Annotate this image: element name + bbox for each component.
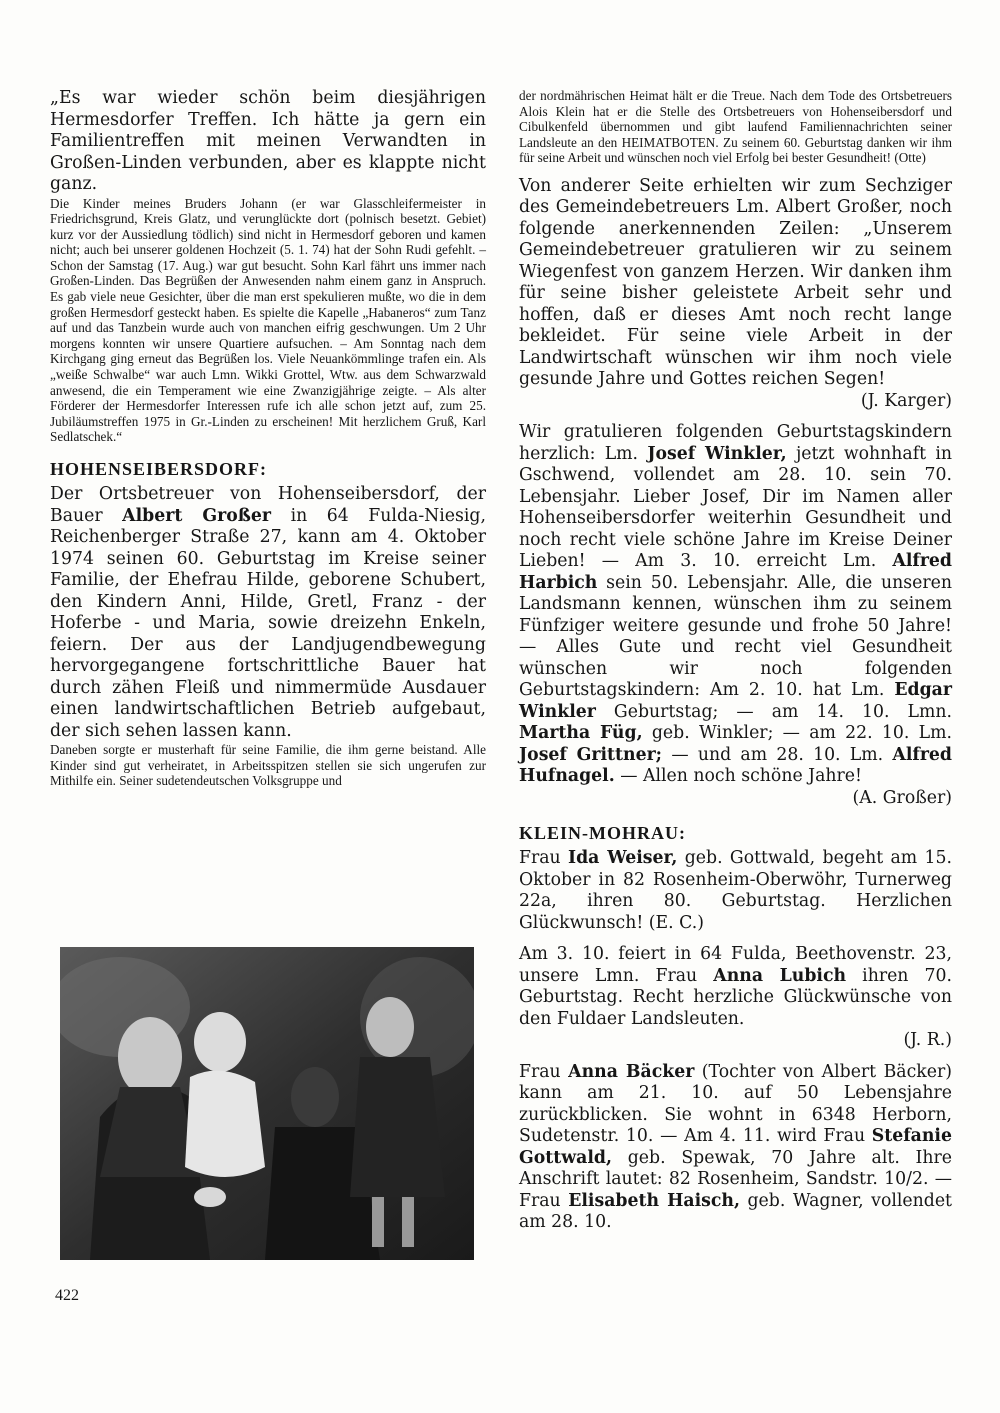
person-name: Anna Lubich (713, 965, 847, 986)
person-name: Alfred Harbich (519, 551, 952, 593)
intro-quote: „Es war wieder schön beim diesjährigen Hermesdorfer Treffen. Ich hätte ja gern ein Familientreffen mit meinen Verwandten in Großen-Linden verbunden, aber es klappte nicht ganz. (50, 88, 486, 194)
birthday-list-paragraph: Wir gratulieren folgenden Geburtstagskindern herzlich: Lm. Josef Winkler, jetzt wohnhaft in Gschwend, vollendet am 28. 10. sein 70. Lebensjahr. Lieber Josef, Dir im Namen aller Hohenseibersdorfer weiterhin Gesundheit und noch recht viele schöne Jahre im Kreise Deiner Lieben! — Am 3. 10. erreicht Lm. Alfred Harbich sein 50. Lebensjahr. Alle, die unseren Landsmann kennen, wünschen ihm zu seinem Fünfziger weitere gesunde und frohe 50 Jahre! — Alles Gute und recht viel Gesundheit wünschen wir noch folgenden Geburtstagskindern: Am 2. 10. hat Lm. Edgar Winkler Geburtstag; — am 14. 10. Lmn. Martha Füg, geb. Winkler; — am 22. 10. Lm. Josef Grittner; — und am 28. 10. Lm. Alfred Hufnagel. — Allen noch schöne Jahre! (519, 422, 952, 787)
signature-karger: (J. Karger) (860, 390, 952, 411)
page-number: 422 (55, 1287, 79, 1304)
right-column (519, 88, 952, 1234)
signature-grosser: (A. Großer) (852, 787, 952, 808)
lubich-birthday-paragraph: Am 3. 10. feiert in 64 Fulda, Beethovenstr. 23, unsere Lmn. Frau Anna Lubich ihren 70. Geburtstag. Recht herzliche Glückwünsche von den Fuldaer Landsleuten. (519, 944, 953, 1029)
grosser-family-paragraph: Daneben sorgte er musterhaft für seine Familie, die ihm gerne beistand. Alle Kinder sind gut verheiratet, in Arbeitsspitzen stellen sie sich ungerufen zur Mithilfe ein. Seiner sudetendeutschen Volksgruppe und (50, 742, 486, 789)
person-name: Josef Winkler, (647, 443, 787, 464)
family-photo (60, 947, 474, 1260)
person-name: Anna Bäcker (568, 1061, 695, 1082)
left-column (50, 88, 486, 789)
karger-greeting-paragraph: Von anderer Seite erhielten wir zum Sechziger des Gemeindebetreuers Lm. Albert Großer, noch folgende anerkennenden Zeilen: „Unserem Gemeindebetreuer gratulieren wir zu seinem Wiegenfest von ganzem Herzen. Wir danken ihm für seine bisher geleistete Arbeit sehr und hoffen, daß er dieses Amt noch recht lange bekleidet. Für seine viele Arbeit in der Landwirtschaft wünschen wir ihm noch viele gesunde Jahre und Gottes reichen Segen! (519, 175, 952, 390)
family-photo-drawing (60, 947, 474, 1260)
person-name: Martha Füg, (519, 723, 643, 744)
family-report-paragraph: Die Kinder meines Bruders Johann (er war Glasschleifermeister in Friedrichsgrund, Kreis Glatz, und verunglückte dort (polnisch besetzt. Gebiet) kurz vor der Aussiedlung tödlich) sind nicht in Hermesdorf geboren und kamen nicht; auch bei unserer goldenen Hochzeit (5. 1. 74) hat der Sohn Rudi gefehlt. – Schon der Samstag (17. Aug.) war gut besucht. Sohn Karl fährt uns immer nach Großen-Linden. Das Begrüßen der Anwesenden nahm einem ganz in Anspruch. Es gab viele neue Gesichter, über die man erst spekulieren mußte, wo die in dem großen Hermesdorf gesteckt haben. Es spielte die Kapelle „Habaneros“ zum Tanz auf und das Tanzbein wurde auch von manchen eifrig geschwungen. Um 2 Uhr morgens konnten wir unsere Quartiere aufsuchen. – Am Sonntag nach dem Kirchgang ging erneut das Begrüßen los. Viele Neuankömmlinge trafen ein. Als „weiße Schwalbe“ war auch Lmn. Wikki Grottel, Wtw. aus dem Schwarzwald anwesend, die ein Temperament wie eine Zwanzigjährige zeigte. – Als alter Förderer der Hermesdorfer Interessen rufe ich alle schon jetzt auf, zum 25. Jubiläumstreffen 1975 in Gr.-Linden zu erscheinen! Mit herzlichem Gruß, Karl Sedlatschek.“ (50, 195, 486, 445)
section-heading-hohenseibersdorf: HOHENSEIBERSDORF: (50, 459, 268, 479)
signature-jr: (J. R.) (903, 1030, 952, 1051)
person-name: Elisabeth Haisch, (568, 1190, 740, 1211)
person-name: Alfred Hufnagel. (519, 744, 952, 787)
grosser-tribute-paragraph: der nordmährischen Heimat hält er die Treue. Nach dem Tode des Ortsbetreuers Alois Klein hat er die Stelle des Ortsbetreuers von Hohenseibersdorf und Cibulkenfeld übernommen und gibt laufend Familiennachrichten seiner Landsleute an den HEIMATBOTEN. Zu seinem 60. Geburtstag danken wir ihm für seine Arbeit und wünschen noch viel Erfolg bei bester Gesundheit! (Otte) (519, 88, 952, 166)
section-heading-klein-mohrau: KLEIN-MOHRAU: (519, 823, 686, 844)
person-name: Ida Weiser, (568, 848, 678, 869)
person-name: Albert Großer (122, 505, 272, 526)
person-name: Stefanie Gottwald, (519, 1126, 952, 1168)
grosser-birthday-paragraph: Der Ortsbetreuer von Hohenseibersdorf, der Bauer Albert Großer in 64 Fulda-Niesig, Reichenberger Straße 27, kann am 4. Oktober 1974 seinen 60. Geburtstag im Kreise seiner Familie, der Ehefrau Hilde, geborene Schubert, den Kindern Anni, Hilde, Gretl, Franz - der Hoferbe - und Maria, sowie dreizehn Enkeln, feiern. Der aus der Landjugendbewegung hervorgegangene fortschrittliche Bauer hat durch zähen Fleiß und nimmermüde Ausdauer einen landwirtschaftlichen Betrieb aufgebaut, der sich sehen lassen kann. (50, 484, 486, 741)
person-name: Edgar Winkler (519, 680, 952, 722)
baecker-birthday-paragraph: Frau Anna Bäcker (Tochter von Albert Bäcker) kann am 21. 10. auf 50 Lebensjahre zurückblicken. Sie wohnt in 6348 Herborn, Sudetenstr. 10. — Am 4. 11. wird Frau Stefanie Gottwald, geb. Spewak, 70 Jahre alt. Ihre Anschrift lautet: 82 Rosenheim, Sandstr. 10/2. — Frau Elisabeth Haisch, geb. Wagner, vollendet am 28. 10. (519, 1061, 952, 1233)
person-name: Josef Grittner; (519, 744, 663, 765)
weiser-birthday-paragraph: Frau Ida Weiser, geb. Gottwald, begeht am 15. Oktober in 82 Rosenheim-Oberwöhr, Turnerweg 22a, ihren 80. Geburtstag. Herzlichen Glückwunsch! (E. C.) (519, 848, 952, 933)
